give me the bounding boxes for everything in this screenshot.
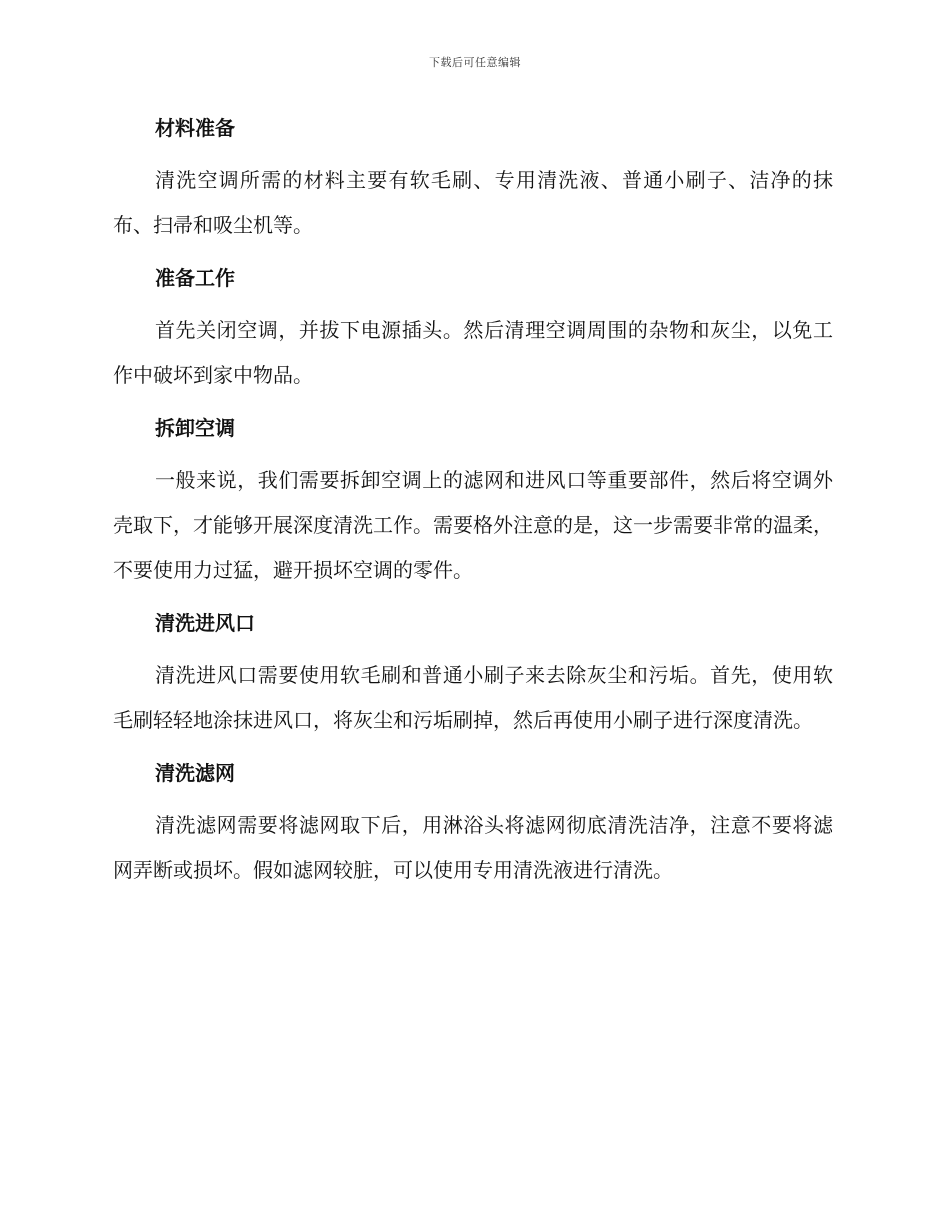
section-paragraph: 清洗空调所需的材料主要有软毛刷、专用清洗液、普通小刷子、洁净的抹布、扫帚和吸尘机等。: [113, 168, 833, 237]
document-body: [113, 112, 833, 907]
section-materials: [113, 112, 833, 248]
section-heading: 拆卸空调: [155, 416, 235, 440]
section-heading: 清洗进风口: [155, 611, 255, 635]
page-header-note: 下载后可任意编辑: [429, 56, 521, 69]
section-paragraph: 清洗滤网需要将滤网取下后，用淋浴头将滤网彻底清洗洁净，注意不要将滤网弄断或损坏。假如滤网较脏，可以使用专用清洗液进行清洗。: [113, 813, 833, 882]
section-clean-intake: [113, 607, 833, 743]
section-paragraph: 清洗进风口需要使用软毛刷和普通小刷子来去除灰尘和污垢。首先，使用软毛刷轻轻地涂抹进风口，将灰尘和污垢刷掉，然后再使用小刷子进行深度清洗。: [113, 663, 833, 732]
section-clean-filter: [113, 757, 833, 893]
section-preparation: [113, 262, 833, 398]
section-paragraph: 一般来说，我们需要拆卸空调上的滤网和进风口等重要部件，然后将空调外壳取下，才能够开展深度清洗工作。需要格外注意的是，这一步需要非常的温柔，不要使用力过猛，避开损坏空调的零件。: [113, 468, 833, 582]
section-heading: 清洗滤网: [155, 761, 235, 785]
section-disassembly: [113, 412, 833, 593]
section-heading: 准备工作: [155, 266, 235, 290]
section-paragraph: 首先关闭空调，并拔下电源插头。然后清理空调周围的杂物和灰尘，以免工作中破坏到家中物品。: [113, 318, 833, 387]
section-heading: 材料准备: [155, 116, 235, 140]
